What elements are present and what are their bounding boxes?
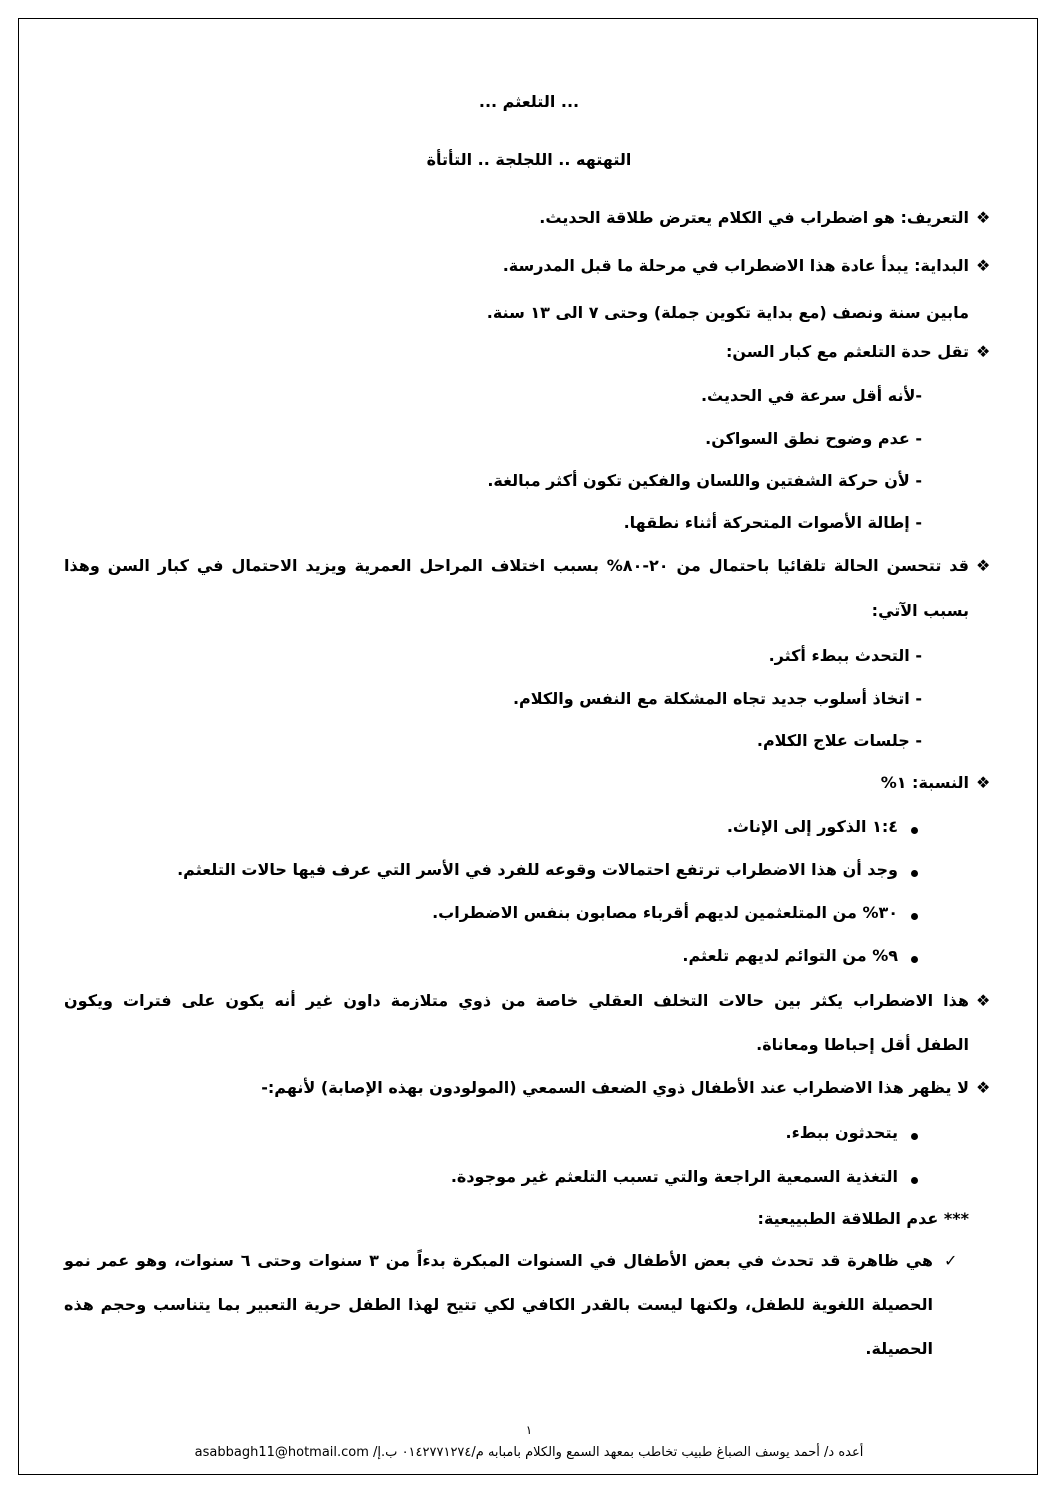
ratio-item: ١:٤ الذكور إلى الإناث. [726, 817, 898, 836]
ratio-item: ٣٠% من المتلعثمين لديهم أقرباء مصابون بنفس الاضطراب. [432, 903, 898, 922]
reason-item: - إطالة الأصوات المتحركة أثناء نطقها. [623, 513, 922, 532]
dot-bullet-icon [911, 870, 918, 877]
intellectual-disability-line-cont: الطفل أقل إحباطا ومعاناة. [756, 1035, 969, 1054]
dot-bullet-icon [911, 1177, 918, 1184]
dot-bullet-icon [911, 1133, 918, 1140]
improvement-item: - جلسات علاج الكلام. [756, 731, 922, 750]
intellectual-disability-line: هذا الاضطراب يكثر بين حالات التخلف العقلي خاصة من ذوي متلازمة داون غير أنه يكون على فترات ويكون [64, 991, 969, 1010]
hearing-item: يتحدثون ببطء. [785, 1123, 898, 1142]
check-bullet-icon: ✓ [944, 1251, 958, 1270]
reason-item: - لأن حركة الشفتين واللسان والفكين تكون أكثر مبالغة. [487, 471, 922, 490]
page-subtitle: التهتهه .. اللجلجة .. التأتأة [426, 150, 632, 169]
diamond-bullet-icon: ❖ [976, 208, 991, 227]
page-title: ... التلعثم ... [478, 92, 580, 111]
section-heading: *** عدم الطلاقة الطبييعية: [757, 1209, 969, 1228]
onset-age-line: مابين سنة ونصف (مع بداية تكوين جملة) وحتى ٧ الى ١٣ سنة. [486, 303, 969, 322]
severity-line: تقل حدة التلعثم مع كبار السن: [726, 342, 969, 361]
diamond-bullet-icon: ❖ [976, 556, 991, 575]
diamond-bullet-icon: ❖ [976, 342, 991, 361]
ratio-line: النسبة: ١% [880, 773, 969, 792]
onset-line: البداية: يبدأ عادة هذا الاضطراب في مرحلة ما قبل المدرسة. [502, 256, 969, 275]
normal-nonfluency-line: الحصيلة. [865, 1339, 933, 1358]
ratio-item: ٩% من التوائم لديهم تلعثم. [682, 946, 898, 965]
dot-bullet-icon [911, 913, 918, 920]
normal-nonfluency-line: هي ظاهرة قد تحدث في بعض الأطفال في السنوات المبكرة بدءاً من ٣ سنوات وحتى ٦ سنوات، وهو عمر نمو [64, 1251, 934, 1270]
definition-line: التعريف: هو اضطراب في الكلام يعترض طلاقة الحديث. [539, 208, 969, 227]
improvement-item: - التحدث ببطء أكثر. [768, 646, 922, 665]
hearing-item: التغذية السمعية الراجعة والتي تسبب التلعثم غير موجودة. [450, 1167, 898, 1186]
diamond-bullet-icon: ❖ [976, 1078, 991, 1097]
normal-nonfluency-line: الحصيلة اللغوية للطفل، ولكنها ليست بالقدر الكافي لكي تتيح لهذا الطفل حرية التعبير بما يتناسب وحجم هذه [64, 1295, 933, 1314]
improvement-item: - اتخاذ أسلوب جديد تجاه المشكلة مع النفس والكلام. [512, 689, 922, 708]
improvement-line-cont: بسبب الآتي: [871, 601, 969, 620]
reason-item: - عدم وضوح نطق السواكن. [705, 429, 922, 448]
diamond-bullet-icon: ❖ [976, 991, 991, 1010]
diamond-bullet-icon: ❖ [976, 256, 991, 275]
hearing-line: لا يظهر هذا الاضطراب عند الأطفال ذوي الضعف السمعي (المولودون بهذه الإصابة) لأنهم:- [261, 1078, 969, 1097]
page-number: ١ [525, 1423, 533, 1437]
footer-credit: أعده د/ أحمد يوسف الصباغ طبيب تخاطب بمعهد السمع والكلام بامبابه م/٠١٤٢٧٧١٢٧٤ ب.إ/ asabbagh11@hotmail.com [194, 1445, 864, 1460]
diamond-bullet-icon: ❖ [976, 773, 991, 792]
dot-bullet-icon [911, 827, 918, 834]
reason-item: -لأنه أقل سرعة في الحديث. [700, 386, 922, 405]
improvement-line: قد تتحسن الحالة تلقائيا باحتمال من ٢٠-٨٠% بسبب اختلاف المراحل العمرية ويزيد الاحتمال في كبار السن وهذا [64, 556, 969, 575]
dot-bullet-icon [911, 956, 918, 963]
ratio-item: وجد أن هذا الاضطراب ترتفع احتمالات وقوعه للفرد في الأسر التي عرف فيها حالات التلعثم. [177, 860, 898, 879]
